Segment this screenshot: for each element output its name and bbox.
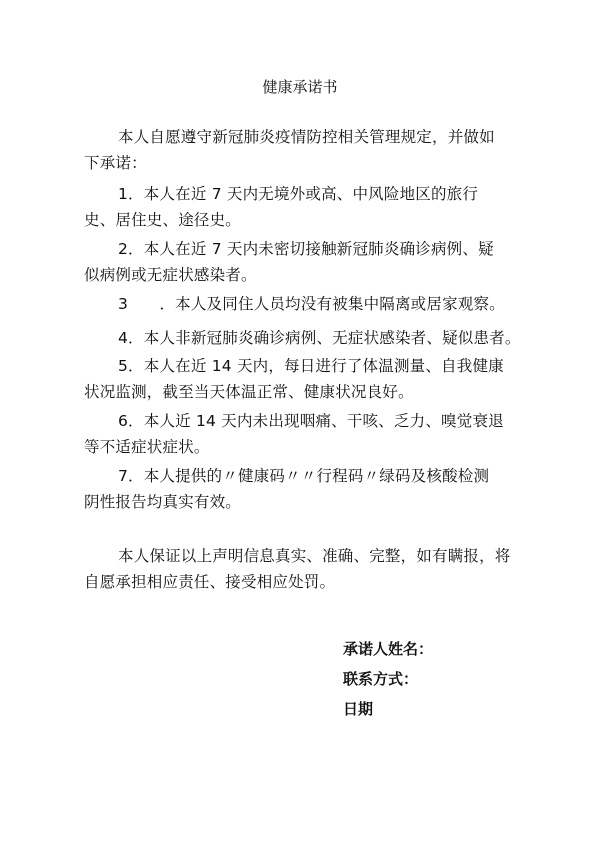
signatory-name-label: 承诺人姓名：	[343, 640, 434, 658]
document-title: 健康承诺书	[262, 78, 338, 96]
item-4-line-1: 4．本人非新冠肺炎确诊病例、无症状感染者、疑似患者。	[118, 329, 521, 347]
item-6-line-1: 6．本人近 14 天内未出现咽痛、干咳、乏力、嗅觉衰退	[118, 412, 504, 430]
intro-line-2: 下承诺：	[84, 154, 147, 172]
item-2-line-2: 似病例或无症状感染者。	[84, 266, 257, 284]
item-5-line-2: 状况监测，截至当天体温正常、健康状况良好。	[84, 383, 414, 401]
item-1-line-1: 1．本人在近 7 天内无境外或高、中风险地区的旅行	[118, 185, 479, 203]
guarantee-line-2: 自愿承担相应责任、接受相应处罚。	[84, 573, 336, 591]
item-3-line-1: 3 ．本人及同住人员均没有被集中隔离或居家观察。	[118, 295, 505, 313]
item-7-line-1: 7．本人提供的〃健康码〃〃行程码〃绿码及核酸检测	[118, 467, 490, 485]
contact-label: 联系方式：	[343, 670, 419, 688]
item-1-line-2: 史、居住史、途径史。	[84, 211, 242, 229]
item-6-line-2: 等不适症状症状。	[84, 438, 210, 456]
intro-line-1: 本人自愿遵守新冠肺炎疫情防控相关管理规定，并做如	[118, 128, 495, 146]
item-5-line-1: 5．本人在近 14 天内，每日进行了体温测量、自我健康	[118, 357, 504, 375]
guarantee-line-1: 本人保证以上声明信息真实、准确、完整，如有瞒报，将	[118, 547, 511, 565]
date-label: 日期	[343, 700, 374, 718]
item-7-line-2: 阴性报告均真实有效。	[84, 493, 242, 511]
item-2-line-1: 2．本人在近 7 天内未密切接触新冠肺炎确诊病例、疑	[118, 240, 494, 258]
